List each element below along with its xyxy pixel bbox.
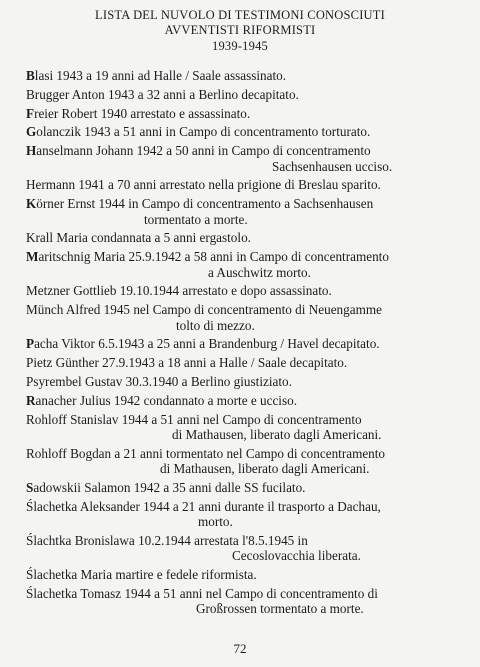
entry-text: reier Robert 1940 arrestato e assassinato. <box>34 105 251 121</box>
entry-text: Münch Alfred 1945 nel Campo di concentramento di Neuengamme <box>26 302 382 318</box>
entry-continuation: Sachsenhausen ucciso. <box>272 158 393 174</box>
list-item <box>26 567 476 582</box>
title-line-2: AVVENTISTI RIFORMISTI <box>164 23 316 37</box>
list-item <box>26 124 476 139</box>
list-item <box>26 355 476 370</box>
list-item <box>26 230 476 245</box>
entry-text: Rohloff Bogdan a 21 anni tormentato nel Campo di concentramento <box>26 445 386 461</box>
entry-continuation: di Mathausen, liberato dagli Americani. <box>172 426 382 442</box>
entry-text: anselmann Johann 1942 a 50 anni in Campo di concentramento <box>36 143 371 159</box>
title-years: 1939-1945 <box>212 39 268 53</box>
entry-text: olanczik 1943 a 51 anni in Campo di concentramento torturato. <box>36 124 371 140</box>
entry-text: Ślachetka Aleksander 1944 a 21 anni durante il trasporto a Dachau, <box>26 498 381 514</box>
list-item <box>26 177 476 192</box>
list-item <box>26 68 476 83</box>
list-item <box>26 283 476 298</box>
entry-text: Ślachetka Maria martire e fedele riformista. <box>26 567 257 583</box>
list-item <box>26 106 476 121</box>
entry-initial: M <box>26 249 39 265</box>
entry-text: örner Ernst 1944 in Campo di concentramento a Sachsenhausen <box>36 196 374 212</box>
list-item <box>26 586 476 617</box>
entry-text: Psyrembel Gustav 30.3.1940 a Berlino giustiziato. <box>26 373 292 389</box>
entry-text: Brugger Anton 1943 a 32 anni a Berlino decapitato. <box>26 86 299 102</box>
list-item <box>26 336 476 351</box>
entry-text: Metzner Gottlieb 19.10.1944 arrestato e dopo assassinato. <box>26 283 332 299</box>
entry-text: anacher Julius 1942 condannato a morte e ucciso. <box>35 392 297 408</box>
list-item <box>26 393 476 408</box>
list-item <box>26 480 476 495</box>
list-item <box>26 446 476 477</box>
list-item <box>26 374 476 389</box>
entry-continuation: tolto di mezzo. <box>176 317 255 333</box>
entry-initial: S <box>26 479 34 495</box>
entry-continuation: a Auschwitz morto. <box>208 264 311 280</box>
entry-initial: P <box>26 336 35 352</box>
entry-initial: F <box>26 105 35 121</box>
list-item <box>26 143 476 174</box>
list-item <box>26 87 476 102</box>
entry-text: Krall Maria condannata a 5 anni ergastolo. <box>26 230 251 246</box>
entry-continuation: Großrossen tormentato a morte. <box>196 601 364 617</box>
page-number: 72 <box>233 641 247 656</box>
entry-initial: G <box>26 124 37 140</box>
list-item <box>26 533 476 564</box>
entry-continuation: di Mathausen, liberato dagli Americani. <box>160 461 370 477</box>
entry-continuation: tormentato a morte. <box>144 211 248 227</box>
entry-text: Hermann 1941 a 70 anni arrestato nella prigione di Breslau sparito. <box>26 177 381 193</box>
entry-text: lasi 1943 a 19 anni ad Halle / Saale assassinato. <box>34 68 287 83</box>
entry-text: Ślachetka Tomasz 1944 a 51 anni nel Campo di concentramento di <box>26 585 378 601</box>
entry-text: aritschnig Maria 25.9.1942 a 58 anni in Campo di concentramento <box>38 249 389 265</box>
list-item <box>26 499 476 530</box>
entry-initial: R <box>26 392 36 408</box>
entry-initial: B <box>26 68 35 83</box>
list-item <box>26 196 476 227</box>
witness-list <box>26 68 476 620</box>
entry-text: Pietz Günther 27.9.1943 a 18 anni a Halle / Saale decapitato. <box>26 355 348 371</box>
title-line-1: LISTA DEL NUVOLO DI TESTIMONI CONOSCIUTI <box>95 8 385 22</box>
entry-initial: K <box>26 196 37 212</box>
entry-continuation: morto. <box>198 514 233 530</box>
entry-continuation: Cecoslovacchia liberata. <box>232 548 361 564</box>
entry-text: acha Viktor 6.5.1943 a 25 anni a Brandenburg / Havel decapitato. <box>34 336 380 352</box>
entry-text: Ślachtka Bronislawa 10.2.1944 arrestata l'8.5.1945 in <box>26 532 308 548</box>
list-item <box>26 249 476 280</box>
entry-initial: H <box>26 143 37 159</box>
entry-text: Rohloff Stanislav 1944 a 51 anni nel Campo di concentramento <box>26 411 362 427</box>
list-item <box>26 302 476 333</box>
entry-text: adowskii Salamon 1942 a 35 anni dalle SS fucilato. <box>33 479 306 495</box>
list-item <box>26 412 476 443</box>
